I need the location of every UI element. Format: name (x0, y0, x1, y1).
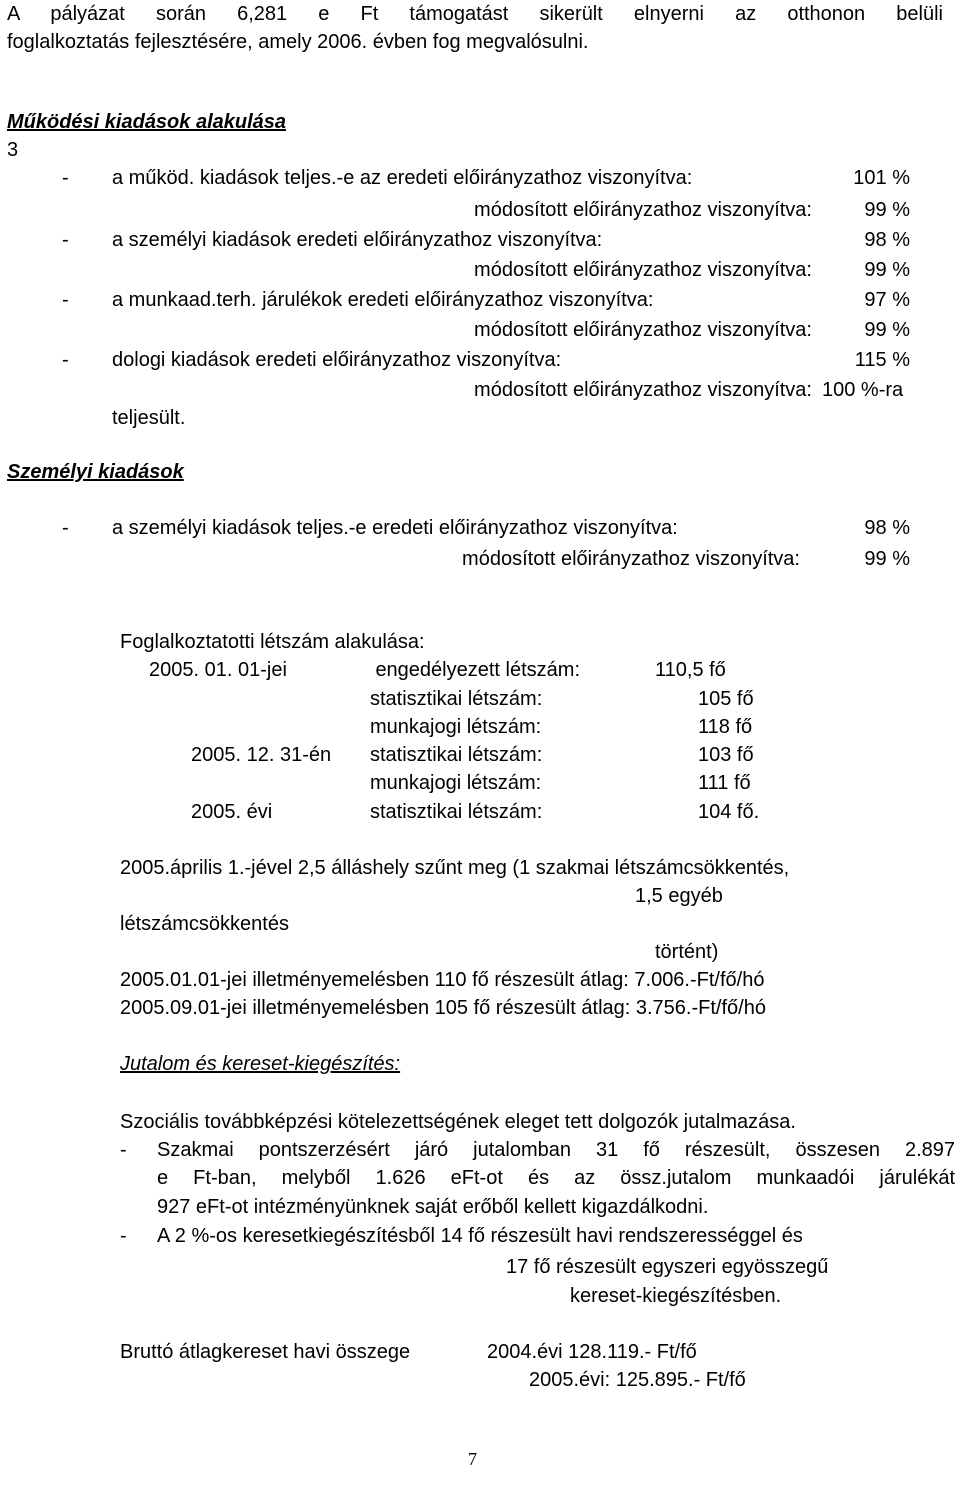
valtozas-line-4: történt) (655, 941, 719, 963)
row-label: módosított előirányzathoz viszonyítva: (474, 319, 812, 341)
letszam-date: 2005. 01. 01-jei (149, 659, 287, 681)
szemelyi-title: Személyi kiadások (7, 461, 184, 483)
bullet-dash: - (120, 1225, 127, 1247)
row-label: módosított előirányzathoz viszonyítva: (474, 259, 812, 281)
letszam-title: Foglalkoztatotti létszám alakulása: (120, 631, 425, 653)
valtozas-line-5: 2005.01.01-jei illetményemelésben 110 fő részesült átlag: 7.006.-Ft/fő/hó (120, 969, 765, 991)
row-value: 99 % (864, 319, 910, 341)
letszam-label: engedélyezett létszám: (375, 659, 580, 681)
row-label: a működ. kiadások teljes.-e az eredeti előirányzathoz viszonyítva: (112, 167, 693, 189)
mukodesi-title: Működési kiadások alakulása (7, 111, 287, 133)
jutalom-b2-line-3: kereset-kiegészítésben. (570, 1285, 782, 1307)
row-value: 99 % (864, 548, 910, 570)
mukodesi-number: 3 (7, 139, 19, 161)
brutto-row-1: 2004.évi 128.119.- Ft/fő (487, 1341, 697, 1363)
jutalom-title: Jutalom és kereset-kiegészítés: (120, 1053, 401, 1075)
row-value: 98 % (864, 517, 910, 539)
bullet-dash: - (120, 1139, 127, 1161)
row-label: módosított előirányzathoz viszonyítva: (474, 379, 812, 401)
row-value: 99 % (864, 259, 910, 281)
letszam-label: statisztikai létszám: (370, 688, 543, 710)
letszam-value: 104 fő. (698, 801, 760, 823)
mukodesi-tail: teljesült. (112, 407, 186, 429)
jutalom-b1-line-1: Szakmai pontszerzésért járó jutalomban 31 fő részesült, összesen 2.897 (157, 1139, 955, 1161)
row-value: 115 % (854, 349, 910, 371)
letszam-date: 2005. 12. 31-én (191, 744, 332, 766)
jutalom-b2-line-2: 17 fő részesült egyszeri egyösszegű (506, 1256, 829, 1278)
row-value: 98 % (864, 229, 910, 251)
row-value: 99 % (864, 199, 910, 221)
intro-line-1: A pályázat során 6,281 e Ft támogatást sikerült elnyerni az otthonon belüli (7, 3, 943, 25)
row-label: a munkaad.terh. járulékok eredeti előirányzathoz viszonyítva: (112, 289, 654, 311)
page-number: 7 (468, 1449, 477, 1469)
letszam-label: statisztikai létszám: (370, 744, 543, 766)
row-dash: - (62, 289, 69, 311)
letszam-label: munkajogi létszám: (370, 716, 542, 738)
row-label: a személyi kiadások eredeti előirányzathoz viszonyítva: (112, 229, 603, 251)
letszam-date: 2005. évi (191, 801, 273, 823)
row-dash: - (62, 517, 69, 539)
row-value: 100 %-ra (822, 379, 904, 401)
letszam-label: statisztikai létszám: (370, 801, 543, 823)
valtozas-line-2: 1,5 egyéb (635, 885, 723, 907)
letszam-value: 118 fő (698, 716, 753, 738)
jutalom-b1-line-2: e Ft-ban, melyből 1.626 eFt-ot és az össz.jutalom munkaadói járulékát (157, 1167, 955, 1189)
row-label: módosított előirányzathoz viszonyítva: (462, 548, 800, 570)
row-label: a személyi kiadások teljes.-e eredeti előirányzathoz viszonyítva: (112, 517, 678, 539)
letszam-value: 103 fő (698, 744, 754, 766)
valtozas-line-1: 2005.április 1.-jével 2,5 álláshely szűnt meg (1 szakmai létszámcsökkentés, (120, 857, 790, 879)
row-label: módosított előirányzathoz viszonyítva: (474, 199, 812, 221)
letszam-label: munkajogi létszám: (370, 772, 542, 794)
intro-line-2: foglalkoztatás fejlesztésére, amely 2006. évben fog megvalósulni. (7, 31, 589, 53)
letszam-value: 105 fő (698, 688, 754, 710)
letszam-value: 110,5 fő (655, 659, 726, 681)
brutto-label: Bruttó átlagkereset havi összege (120, 1341, 411, 1363)
jutalom-b2-line-1: A 2 %-os keresetkiegészítésből 14 fő részesült havi rendszerességgel és (157, 1225, 803, 1247)
brutto-row-2: 2005.évi: 125.895.- Ft/fő (529, 1369, 746, 1391)
jutalom-b1-line-3: 927 eFt-ot intézményünknek saját erőből kellett kigazdálkodni. (157, 1196, 709, 1218)
valtozas-line-3: létszámcsökkentés (120, 913, 289, 935)
row-dash: - (62, 167, 69, 189)
jutalom-line-1: Szociális továbbképzési kötelezettségének eleget tett dolgozók jutalmazása. (120, 1111, 796, 1133)
row-label: dologi kiadások eredeti előirányzathoz viszonyítva: (112, 349, 562, 371)
letszam-value: 111 fő (698, 772, 751, 794)
row-value: 101 % (853, 167, 910, 189)
row-dash: - (62, 229, 69, 251)
row-value: 97 % (864, 289, 910, 311)
row-dash: - (62, 349, 69, 371)
valtozas-line-6: 2005.09.01-jei illetményemelésben 105 fő részesült átlag: 3.756.-Ft/fő/hó (120, 997, 766, 1019)
